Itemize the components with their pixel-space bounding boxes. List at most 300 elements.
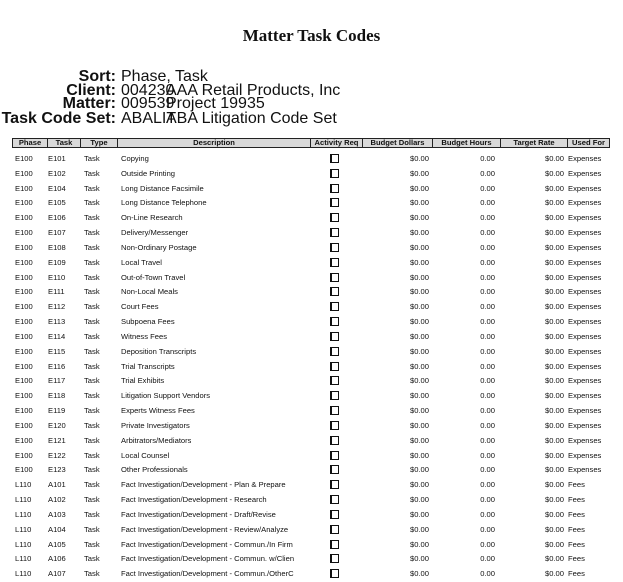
table-row (0, 255, 623, 270)
column-header-activity-req: Activity Req (311, 139, 363, 147)
cell-type: Task (84, 213, 100, 223)
table-row (0, 166, 623, 181)
meta-client (0, 82, 400, 99)
task-code-set-name: ABA Litigation Code Set (166, 110, 337, 127)
cell-phase: E100 (15, 450, 33, 460)
table-row (0, 344, 623, 359)
column-header-used-for: Used For (572, 139, 605, 147)
cell-type: Task (84, 257, 100, 267)
cell-task: E111 (48, 287, 65, 297)
task-code-set-code: ABALIT (121, 110, 177, 127)
cell-budget-hours: 0.00 (480, 361, 495, 371)
cell-budget-dollars: $0.00 (409, 391, 429, 401)
table-row (0, 522, 623, 537)
cell-used-for: Fees (568, 569, 585, 579)
client-name: AAA Retail Products, Inc (166, 82, 341, 99)
cell-budget-hours: 0.00 (480, 391, 495, 401)
cell-budget-dollars: $0.00 (409, 361, 429, 371)
activity-req-checkbox[interactable] (330, 436, 339, 445)
cell-used-for: Expenses (568, 168, 602, 178)
cell-type: Task (84, 539, 100, 549)
cell-target-rate: $0.00 (544, 435, 564, 445)
cell-target-rate: $0.00 (544, 391, 564, 401)
meta-matter (0, 95, 400, 112)
cell-description: Long Distance Telephone (121, 198, 207, 208)
cell-used-for: Expenses (568, 450, 602, 460)
activity-req-checkbox[interactable] (330, 287, 339, 296)
activity-req-checkbox[interactable] (330, 480, 339, 489)
activity-req-checkbox[interactable] (330, 332, 339, 341)
cell-target-rate: $0.00 (544, 198, 564, 208)
cell-task: E123 (48, 465, 66, 475)
cell-type: Task (84, 524, 100, 534)
cell-used-for: Expenses (568, 257, 602, 267)
cell-target-rate: $0.00 (544, 509, 564, 519)
cell-target-rate: $0.00 (544, 242, 564, 252)
cell-used-for: Expenses (568, 183, 602, 193)
cell-used-for: Expenses (568, 302, 602, 312)
cell-type: Task (84, 302, 100, 312)
cell-description: Fact Investigation/Development - Commun./OtherC (121, 569, 294, 579)
cell-used-for: Expenses (568, 317, 602, 327)
column-header-phase: Phase (13, 139, 48, 147)
cell-used-for: Expenses (568, 465, 602, 475)
table-row (0, 537, 623, 552)
cell-budget-hours: 0.00 (480, 406, 495, 416)
activity-req-checkbox[interactable] (330, 540, 339, 549)
cell-task: E101 (48, 154, 66, 163)
cell-description: Fact Investigation/Development - Review/Analyze (121, 524, 289, 534)
activity-req-checkbox[interactable] (330, 347, 339, 356)
cell-description: Non-Ordinary Postage (121, 242, 197, 252)
cell-used-for: Expenses (568, 154, 602, 163)
cell-budget-dollars: $0.00 (409, 495, 429, 505)
cell-description: Trial Exhibits (121, 376, 165, 386)
cell-budget-dollars: $0.00 (409, 168, 429, 178)
table-row (0, 551, 623, 566)
cell-budget-hours: 0.00 (480, 154, 495, 163)
cell-description: On-Line Research (121, 213, 183, 223)
cell-target-rate: $0.00 (544, 228, 564, 238)
cell-description: Local Travel (121, 257, 162, 267)
cell-target-rate: $0.00 (544, 480, 564, 490)
cell-description: Local Counsel (121, 450, 170, 460)
cell-task: A105 (48, 539, 66, 549)
activity-req-checkbox[interactable] (330, 391, 339, 400)
cell-budget-hours: 0.00 (480, 495, 495, 505)
cell-type: Task (84, 272, 100, 282)
cell-description: Subpoena Fees (121, 317, 175, 327)
cell-phase: E100 (15, 346, 33, 356)
cell-description: Delivery/Messenger (121, 228, 189, 238)
cell-description: Long Distance Facsimile (121, 183, 204, 193)
cell-description: Outside Printing (121, 168, 176, 178)
cell-phase: L110 (15, 524, 32, 534)
cell-target-rate: $0.00 (544, 257, 564, 267)
cell-target-rate: $0.00 (544, 420, 564, 430)
cell-type: Task (84, 346, 100, 356)
cell-target-rate: $0.00 (544, 406, 564, 416)
cell-budget-dollars: $0.00 (409, 331, 429, 341)
cell-phase: E100 (15, 435, 33, 445)
cell-description: Experts Witness Fees (121, 406, 195, 416)
activity-req-checkbox[interactable] (330, 525, 339, 534)
cell-target-rate: $0.00 (544, 331, 564, 341)
cell-description: Witness Fees (121, 331, 167, 341)
matter-label: Matter: (62, 95, 116, 112)
activity-req-checkbox[interactable] (330, 510, 339, 519)
cell-budget-dollars: $0.00 (409, 406, 429, 416)
table-row (0, 210, 623, 225)
cell-target-rate: $0.00 (544, 213, 564, 223)
cell-type: Task (84, 509, 100, 519)
table-row (0, 299, 623, 314)
cell-budget-hours: 0.00 (480, 346, 495, 356)
cell-budget-hours: 0.00 (480, 257, 495, 267)
cell-used-for: Expenses (568, 272, 602, 282)
cell-task: E120 (48, 420, 66, 430)
cell-used-for: Expenses (568, 213, 602, 223)
cell-description: Deposition Transcripts (121, 346, 197, 356)
cell-target-rate: $0.00 (544, 287, 564, 297)
cell-type: Task (84, 465, 100, 475)
cell-task: E102 (48, 168, 66, 178)
cell-target-rate: $0.00 (544, 346, 564, 356)
client-code: 004230 (121, 82, 175, 99)
cell-budget-hours: 0.00 (480, 331, 495, 341)
table-row (0, 388, 623, 403)
cell-budget-dollars: $0.00 (409, 554, 429, 564)
activity-req-checkbox[interactable] (330, 243, 339, 252)
cell-budget-dollars: $0.00 (409, 154, 429, 163)
cell-budget-hours: 0.00 (480, 302, 495, 312)
cell-target-rate: $0.00 (544, 376, 564, 386)
cell-task: E121 (48, 435, 66, 445)
cell-target-rate: $0.00 (544, 524, 564, 534)
cell-type: Task (84, 317, 100, 327)
cell-budget-dollars: $0.00 (409, 524, 429, 534)
table-row (0, 151, 623, 166)
activity-req-checkbox[interactable] (330, 169, 339, 178)
table-row (0, 225, 623, 240)
cell-budget-dollars: $0.00 (409, 569, 429, 579)
sort-label: Sort: (78, 68, 116, 85)
meta-sort (0, 68, 400, 85)
cell-budget-hours: 0.00 (480, 450, 495, 460)
cell-task: E115 (48, 346, 66, 356)
column-header-target-rate: Target Rate (501, 139, 568, 147)
cell-used-for: Expenses (568, 228, 602, 238)
cell-used-for: Expenses (568, 420, 602, 430)
column-header-budget-hours: Budget Hours (433, 139, 501, 147)
table-row (0, 433, 623, 448)
cell-task: E112 (48, 302, 66, 312)
cell-used-for: Fees (568, 524, 585, 534)
cell-task: A103 (48, 509, 66, 519)
table-row (0, 373, 623, 388)
cell-task: E105 (48, 198, 66, 208)
activity-req-checkbox[interactable] (330, 465, 339, 474)
cell-task: E110 (48, 272, 66, 282)
activity-req-checkbox[interactable] (330, 554, 339, 563)
cell-phase: L110 (15, 480, 32, 490)
cell-type: Task (84, 480, 100, 490)
activity-req-checkbox[interactable] (330, 154, 339, 163)
activity-req-checkbox[interactable] (330, 362, 339, 371)
activity-req-checkbox[interactable] (330, 213, 339, 222)
cell-type: Task (84, 391, 100, 401)
cell-phase: E100 (15, 287, 33, 297)
cell-type: Task (84, 495, 100, 505)
cell-phase: E100 (15, 257, 33, 267)
cell-budget-hours: 0.00 (480, 435, 495, 445)
cell-target-rate: $0.00 (544, 272, 564, 282)
cell-used-for: Expenses (568, 287, 602, 297)
cell-phase: E100 (15, 331, 33, 341)
cell-used-for: Expenses (568, 406, 602, 416)
cell-target-rate: $0.00 (544, 361, 564, 371)
cell-phase: E100 (15, 154, 33, 163)
cell-description: Arbitrators/Mediators (121, 435, 192, 445)
cell-type: Task (84, 287, 100, 297)
cell-target-rate: $0.00 (544, 183, 564, 193)
cell-budget-hours: 0.00 (480, 509, 495, 519)
cell-budget-dollars: $0.00 (409, 272, 429, 282)
cell-budget-hours: 0.00 (480, 317, 495, 327)
cell-phase: E100 (15, 228, 33, 238)
cell-budget-dollars: $0.00 (409, 376, 429, 386)
cell-used-for: Fees (568, 554, 585, 564)
cell-budget-hours: 0.00 (480, 539, 495, 549)
cell-used-for: Expenses (568, 391, 602, 401)
cell-used-for: Expenses (568, 361, 602, 371)
cell-used-for: Expenses (568, 346, 602, 356)
cell-type: Task (84, 168, 100, 178)
cell-task: A107 (48, 569, 66, 579)
cell-used-for: Fees (568, 495, 585, 505)
task-code-set-label: Task Code Set: (1, 110, 116, 127)
table-row (0, 284, 623, 299)
activity-req-checkbox[interactable] (330, 317, 339, 326)
cell-type: Task (84, 435, 100, 445)
cell-phase: E100 (15, 361, 33, 371)
cell-phase: L110 (15, 509, 32, 519)
cell-budget-hours: 0.00 (480, 376, 495, 386)
cell-used-for: Expenses (568, 435, 602, 445)
activity-req-checkbox[interactable] (330, 406, 339, 415)
cell-phase: L110 (15, 495, 32, 505)
cell-budget-dollars: $0.00 (409, 287, 429, 297)
cell-used-for: Expenses (568, 331, 602, 341)
column-header-task: Task (48, 139, 81, 147)
cell-budget-hours: 0.00 (480, 554, 495, 564)
cell-budget-hours: 0.00 (480, 183, 495, 193)
cell-used-for: Fees (568, 509, 585, 519)
cell-phase: L110 (15, 554, 32, 564)
cell-phase: E100 (15, 420, 33, 430)
cell-used-for: Fees (568, 539, 585, 549)
cell-budget-hours: 0.00 (480, 569, 495, 579)
cell-type: Task (84, 450, 100, 460)
cell-description: Court Fees (121, 302, 159, 312)
cell-budget-dollars: $0.00 (409, 228, 429, 238)
activity-req-checkbox[interactable] (330, 376, 339, 385)
activity-req-checkbox[interactable] (330, 569, 339, 578)
cell-budget-dollars: $0.00 (409, 346, 429, 356)
cell-type: Task (84, 569, 100, 579)
table-row (0, 314, 623, 329)
cell-budget-hours: 0.00 (480, 465, 495, 475)
sort-value: Phase, Task (121, 68, 208, 85)
cell-phase: E100 (15, 183, 33, 193)
activity-req-checkbox[interactable] (330, 198, 339, 207)
cell-type: Task (84, 406, 100, 416)
cell-task: A101 (48, 480, 66, 490)
cell-description: Litigation Support Vendors (121, 391, 211, 401)
cell-description: Copying (121, 154, 149, 163)
cell-task: E114 (48, 331, 66, 341)
table-row (0, 492, 623, 507)
cell-task: E116 (48, 361, 66, 371)
table-row (0, 477, 623, 492)
cell-target-rate: $0.00 (544, 465, 564, 475)
cell-task: E117 (48, 376, 66, 386)
cell-phase: E100 (15, 391, 33, 401)
cell-budget-dollars: $0.00 (409, 257, 429, 267)
cell-used-for: Fees (568, 480, 585, 490)
matter-name: Project 19935 (166, 95, 265, 112)
column-header-type: Type (81, 139, 118, 147)
cell-phase: E100 (15, 168, 33, 178)
cell-description: Fact Investigation/Development - Plan & Prepare (121, 480, 286, 490)
table-row (0, 181, 623, 196)
cell-target-rate: $0.00 (544, 539, 564, 549)
cell-target-rate: $0.00 (544, 317, 564, 327)
cell-budget-hours: 0.00 (480, 287, 495, 297)
cell-used-for: Expenses (568, 198, 602, 208)
cell-phase: E100 (15, 302, 33, 312)
cell-budget-dollars: $0.00 (409, 539, 429, 549)
cell-budget-hours: 0.00 (480, 213, 495, 223)
cell-budget-dollars: $0.00 (409, 420, 429, 430)
cell-budget-hours: 0.00 (480, 524, 495, 534)
cell-phase: L110 (15, 539, 32, 549)
cell-budget-dollars: $0.00 (409, 198, 429, 208)
cell-target-rate: $0.00 (544, 450, 564, 460)
cell-task: A102 (48, 495, 66, 505)
cell-budget-dollars: $0.00 (409, 242, 429, 252)
cell-budget-hours: 0.00 (480, 420, 495, 430)
cell-task: E119 (48, 406, 66, 416)
meta-task-code-set (0, 110, 400, 127)
cell-budget-dollars: $0.00 (409, 317, 429, 327)
cell-task: E122 (48, 450, 66, 460)
cell-type: Task (84, 554, 100, 564)
cell-type: Task (84, 420, 100, 430)
table-row (0, 462, 623, 477)
cell-description: Private Investigators (121, 420, 190, 430)
cell-type: Task (84, 183, 100, 193)
column-header-budget-dollars: Budget Dollars (363, 139, 433, 147)
cell-budget-dollars: $0.00 (409, 435, 429, 445)
cell-phase: E100 (15, 406, 33, 416)
cell-target-rate: $0.00 (544, 154, 564, 163)
activity-req-checkbox[interactable] (330, 184, 339, 193)
cell-budget-dollars: $0.00 (409, 465, 429, 475)
activity-req-checkbox[interactable] (330, 451, 339, 460)
activity-req-checkbox[interactable] (330, 302, 339, 311)
cell-type: Task (84, 198, 100, 208)
cell-budget-dollars: $0.00 (409, 183, 429, 193)
cell-description: Fact Investigation/Development - Research (121, 495, 267, 505)
cell-budget-dollars: $0.00 (409, 213, 429, 223)
table-row (0, 240, 623, 255)
cell-description: Fact Investigation/Development - Commun. w/Clien (121, 554, 295, 564)
cell-task: E106 (48, 213, 66, 223)
cell-type: Task (84, 331, 100, 341)
cell-budget-dollars: $0.00 (409, 480, 429, 490)
cell-budget-hours: 0.00 (480, 272, 495, 282)
cell-type: Task (84, 376, 100, 386)
cell-budget-hours: 0.00 (480, 198, 495, 208)
cell-type: Task (84, 154, 100, 163)
table-row (0, 507, 623, 522)
activity-req-checkbox[interactable] (330, 228, 339, 237)
table-row (0, 270, 623, 285)
cell-description: Out-of-Town Travel (121, 272, 186, 282)
cell-budget-dollars: $0.00 (409, 509, 429, 519)
activity-req-checkbox[interactable] (330, 273, 339, 282)
cell-type: Task (84, 242, 100, 252)
cell-used-for: Expenses (568, 376, 602, 386)
cell-task: A106 (48, 554, 66, 564)
activity-req-checkbox[interactable] (330, 495, 339, 504)
cell-task: E108 (48, 242, 66, 252)
cell-phase: E100 (15, 242, 33, 252)
table-row (0, 329, 623, 344)
cell-phase: E100 (15, 213, 33, 223)
table-row (0, 566, 623, 581)
cell-type: Task (84, 361, 100, 371)
activity-req-checkbox[interactable] (330, 421, 339, 430)
cell-target-rate: $0.00 (544, 569, 564, 579)
cell-phase: L110 (15, 569, 32, 579)
cell-task: E113 (48, 317, 66, 327)
cell-target-rate: $0.00 (544, 302, 564, 312)
cell-description: Fact Investigation/Development - Commun./In Firm (121, 539, 293, 549)
cell-phase: E100 (15, 272, 33, 282)
cell-task: E107 (48, 228, 66, 238)
cell-phase: E100 (15, 376, 33, 386)
table-row (0, 448, 623, 463)
cell-task: E104 (48, 183, 66, 193)
cell-description: Non-Local Meals (121, 287, 178, 297)
client-label: Client: (66, 82, 116, 99)
cell-budget-hours: 0.00 (480, 242, 495, 252)
table-row (0, 359, 623, 374)
cell-task: A104 (48, 524, 66, 534)
cell-budget-hours: 0.00 (480, 480, 495, 490)
column-header-description: Description (118, 139, 311, 147)
report-title: Matter Task Codes (242, 26, 381, 45)
cell-phase: E100 (15, 198, 33, 208)
cell-description: Fact Investigation/Development - Draft/Revise (121, 509, 276, 519)
cell-budget-hours: 0.00 (480, 168, 495, 178)
matter-code: 009539 (121, 95, 175, 112)
activity-req-checkbox[interactable] (330, 258, 339, 267)
cell-budget-dollars: $0.00 (409, 302, 429, 312)
table-row (0, 403, 623, 418)
